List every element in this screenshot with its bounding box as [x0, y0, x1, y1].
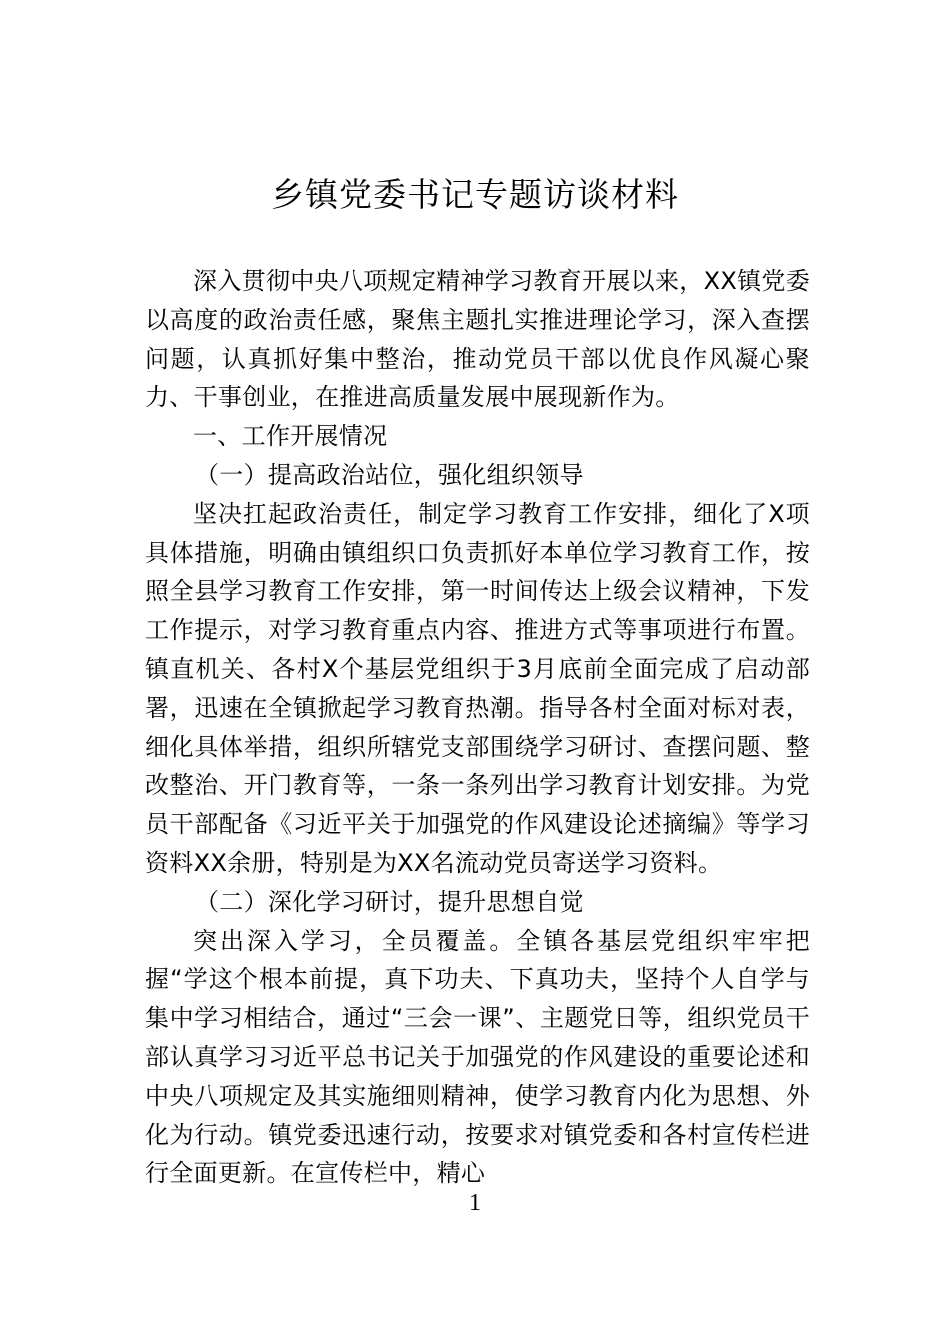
subsection-heading-2: （二）深化学习研讨，提升思想自觉 — [195, 887, 584, 916]
document-body — [145, 262, 810, 1193]
section-heading-1: 一、工作开展情况 — [193, 422, 388, 451]
document-title: 乡镇党委书记专题访谈材料 — [271, 175, 679, 214]
subsection-heading-1: （一）提高政治站位，强化组织领导 — [195, 460, 584, 489]
intro-paragraph: 深入贯彻中央八项规定精神学习教育开展以来，XX镇党委以高度的政治责任感，聚焦主题扎实推进理论学习，深入查摆问题，认真抓好集中整治，推动党员干部以优良作风凝心聚力、干事创业，在推进高质量发展中展现新作为。 — [145, 267, 810, 412]
body-paragraph: 突出深入学习，全员覆盖。全镇各基层党组织牢牢把握“学这个根本前提，真下功夫、下真功夫，坚持个人自学与集中学习相结合，通过“三会一课”、主题党日等，组织党员干部认真学习习近平总书记关于加强党的作风建设的重要论述和中央八项规定及其实施细则精神，使学习教育内化为思想、外化为行动。镇党委迅速行动，按要求对镇党委和各村宣传栏进行全面更新。在宣传栏中，精心 — [145, 926, 810, 1188]
page-number: 1 — [469, 1190, 481, 1216]
body-paragraph: 坚决扛起政治责任，制定学习教育工作安排，细化了X项具体措施，明确由镇组织口负责抓好本单位学习教育工作，按照全县学习教育工作安排，第一时间传达上级会议精神，下发工作提示，对学习教育重点内容、推进方式等事项进行布置。镇直机关、各村X个基层党组织于3月底前全面完成了启动部署，迅速在全镇掀起学习教育热潮。指导各村全面对标对表，细化具体举措，组织所辖党支部围绕学习研讨、查摆问题、整改整治、开门教育等，一条一条列出学习教育计划安排。为党员干部配备《习近平关于加强党的作风建设论述摘编》等学习资料XX余册，特别是为XX名流动党员寄送学习资料。 — [145, 499, 810, 877]
